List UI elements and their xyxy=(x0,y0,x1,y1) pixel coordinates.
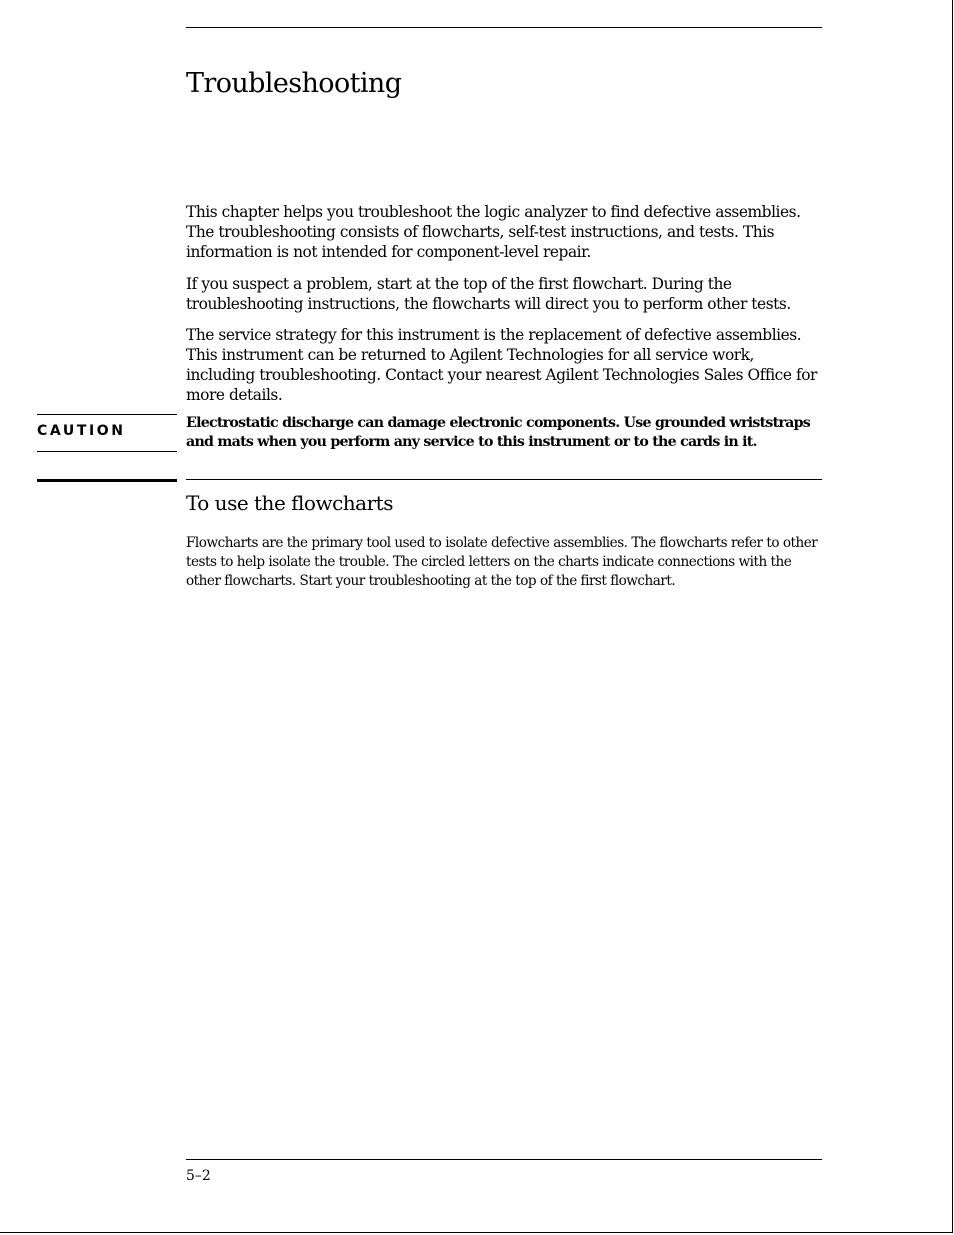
page-border-right xyxy=(952,0,953,1233)
section-paragraph: Flowcharts are the primary tool used to isolate defective assemblies. The flowcharts refer to other tests to help isolate the trouble. The circled letters on the charts indicate connections with the other flowcharts. Start your troubleshooting at the top of the first flowchart. xyxy=(186,535,818,589)
caution-label: CAUTION xyxy=(37,423,126,439)
footer-rule xyxy=(186,1159,822,1160)
page-title: Troubleshooting xyxy=(186,68,402,99)
caution-top-rule xyxy=(37,414,177,415)
caution-bottom-rule xyxy=(37,451,177,452)
intro-paragraph: This chapter helps you troubleshoot the logic analyzer to find defective assemblies. The troubleshooting consists of flowcharts, self-test instructions, and tests. This information is not intended for component-level repair. xyxy=(186,203,801,261)
section-marker-rule xyxy=(37,479,177,482)
caution-text: Electrostatic discharge can damage electronic components. Use grounded wriststraps and mats when you perform any service to this instrument or to the cards in it. xyxy=(186,415,810,450)
section-heading: To use the flowcharts xyxy=(186,491,393,515)
intro-paragraph: If you suspect a problem, start at the top of the first flowchart. During the troubleshooting instructions, the flowcharts will direct you to perform other tests. xyxy=(186,275,791,313)
header-rule xyxy=(186,27,822,28)
page-border-bottom xyxy=(0,1232,953,1233)
section-rule xyxy=(186,479,822,480)
page-number: 5–2 xyxy=(186,1168,211,1184)
intro-paragraph: The service strategy for this instrument is the replacement of defective assemblies. This instrument can be returned to Agilent Technologies for all service work, including troubleshooting. Contact your nearest Agilent Technologies Sales Office for more details. xyxy=(186,326,817,404)
